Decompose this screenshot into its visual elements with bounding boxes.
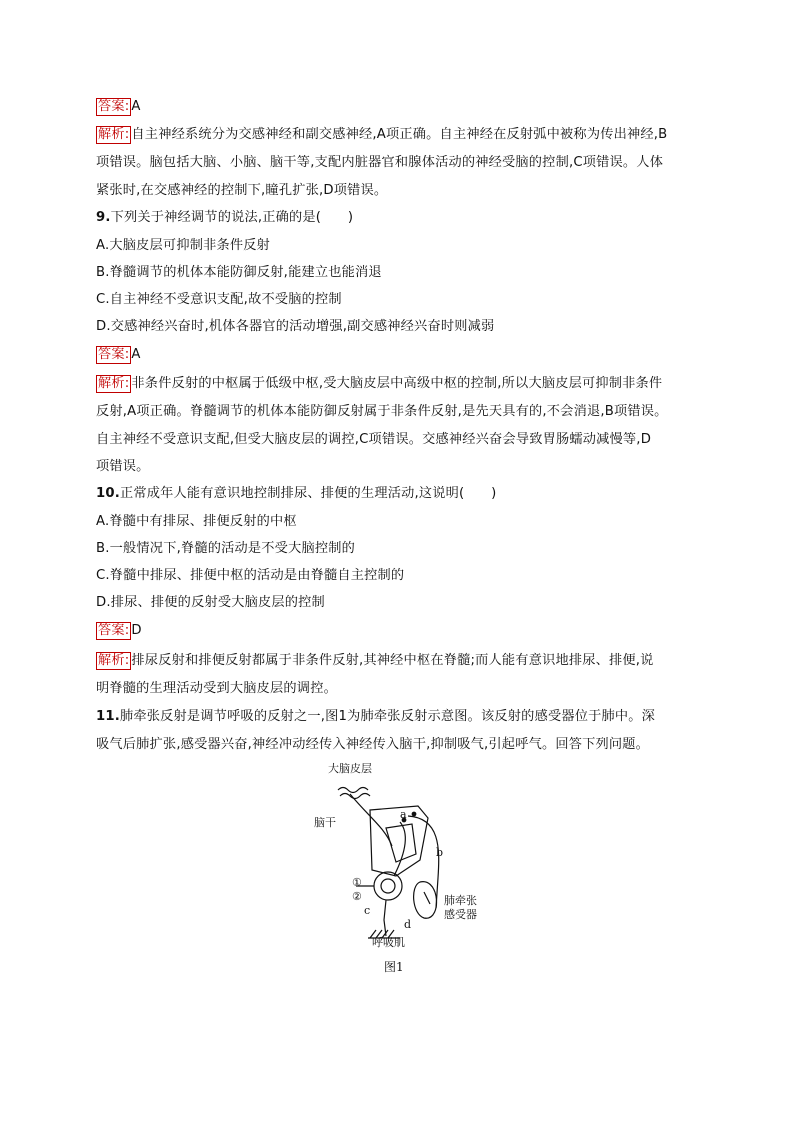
question-9-option-a: A.大脑皮层可抑制非条件反射 bbox=[96, 238, 271, 253]
label-receptor-1: 肺牵张 bbox=[444, 894, 477, 907]
answer-tag: 答案: bbox=[98, 99, 130, 114]
analysis-tag: 解析: bbox=[98, 127, 130, 142]
question-11-stem-2: 吸气后肺扩张,感受器兴奋,神经冲动经传入神经传入脑干,抑制吸气,引起呼气。回答下列问题。 bbox=[96, 737, 650, 752]
answer-tag: 答案: bbox=[98, 347, 130, 362]
analysis-row-10-2: 明脊髓的生理活动受到大脑皮层的调控。 bbox=[96, 681, 337, 696]
answer-value: D bbox=[131, 623, 142, 638]
label-1: ① bbox=[352, 876, 362, 889]
analysis-text: 排尿反射和排便反射都属于非条件反射,其神经中枢在脊髓;而人能有意识地排尿、排便,说 bbox=[131, 653, 654, 668]
question-10-stem bbox=[96, 484, 497, 504]
reflex-arc-diagram bbox=[300, 758, 500, 963]
reflex-arc-figure bbox=[300, 758, 500, 963]
answer-row-10 bbox=[96, 621, 142, 641]
question-10-option-c: C.脊髓中排尿、排便中枢的活动是由脊髓自主控制的 bbox=[96, 568, 405, 583]
question-number: 11. bbox=[96, 709, 120, 724]
answer-tag: 答案: bbox=[98, 623, 130, 638]
label-cortex: 大脑皮层 bbox=[328, 762, 372, 775]
question-10-option-b: B.一般情况下,脊髓的活动是不受大脑控制的 bbox=[96, 541, 356, 556]
question-10-option-d: D.排尿、排便的反射受大脑皮层的控制 bbox=[96, 595, 325, 610]
analysis-tag: 解析: bbox=[98, 376, 130, 391]
question-text: 下列关于神经调节的说法,正确的是( ) bbox=[110, 210, 354, 225]
question-text: 正常成年人能有意识地控制排尿、排便的生理活动,这说明( ) bbox=[119, 486, 497, 501]
answer-row-9 bbox=[96, 345, 141, 365]
question-9-stem bbox=[96, 208, 353, 228]
answer-value: A bbox=[131, 347, 141, 362]
analysis-row-10-1 bbox=[96, 651, 654, 671]
answer-value: A bbox=[131, 99, 141, 114]
label-d: d bbox=[404, 918, 412, 931]
label-2: ② bbox=[352, 890, 362, 903]
label-muscle: 呼吸肌 bbox=[372, 936, 405, 949]
analysis-row-8-2: 项错误。脑包括大脑、小脑、脑干等,支配内脏器官和腺体活动的神经受脑的控制,C项错误。人体 bbox=[96, 155, 664, 170]
question-9-option-c: C.自主神经不受意识支配,故不受脑的控制 bbox=[96, 292, 342, 307]
label-c: c bbox=[364, 904, 371, 917]
analysis-row-9-1 bbox=[96, 374, 662, 394]
figure-caption: 图1 bbox=[384, 960, 404, 974]
analysis-text: 自主神经系统分为交感神经和副交感神经,A项正确。自主神经在反射弧中被称为传出神经,B bbox=[131, 127, 668, 142]
analysis-row-9-4: 项错误。 bbox=[96, 459, 150, 474]
answer-row-8 bbox=[96, 97, 141, 117]
question-11-stem-1 bbox=[96, 707, 655, 727]
label-a: a bbox=[400, 808, 407, 821]
question-9-option-b: B.脊髓调节的机体本能防御反射,能建立也能消退 bbox=[96, 265, 382, 280]
label-brainstem: 脑干 bbox=[314, 816, 336, 829]
question-9-option-d: D.交感神经兴奋时,机体各器官的活动增强,副交感神经兴奋时则减弱 bbox=[96, 319, 495, 334]
analysis-row-8-3: 紧张时,在交感神经的控制下,瞳孔扩张,D项错误。 bbox=[96, 183, 388, 198]
question-number: 9. bbox=[96, 210, 111, 225]
question-text: 肺牵张反射是调节呼吸的反射之一,图1为肺牵张反射示意图。该反射的感受器位于肺中。深 bbox=[119, 709, 656, 724]
analysis-tag: 解析: bbox=[98, 653, 130, 668]
question-10-option-a: A.脊髓中有排尿、排便反射的中枢 bbox=[96, 514, 297, 529]
label-b: b bbox=[436, 846, 444, 859]
question-number: 10. bbox=[96, 486, 120, 501]
analysis-row-8-1 bbox=[96, 125, 667, 145]
label-receptor-2: 感受器 bbox=[444, 908, 477, 921]
analysis-text: 非条件反射的中枢属于低级中枢,受大脑皮层中高级中枢的控制,所以大脑皮层可抑制非条件 bbox=[131, 376, 663, 391]
analysis-row-9-3: 自主神经不受意识支配,但受大脑皮层的调控,C项错误。交感神经兴奋会导致胃肠蠕动减慢等,D bbox=[96, 432, 652, 447]
analysis-row-9-2: 反射,A项正确。脊髓调节的机体本能防御反射属于非条件反射,是先天具有的,不会消退,B项错误。 bbox=[96, 404, 668, 419]
